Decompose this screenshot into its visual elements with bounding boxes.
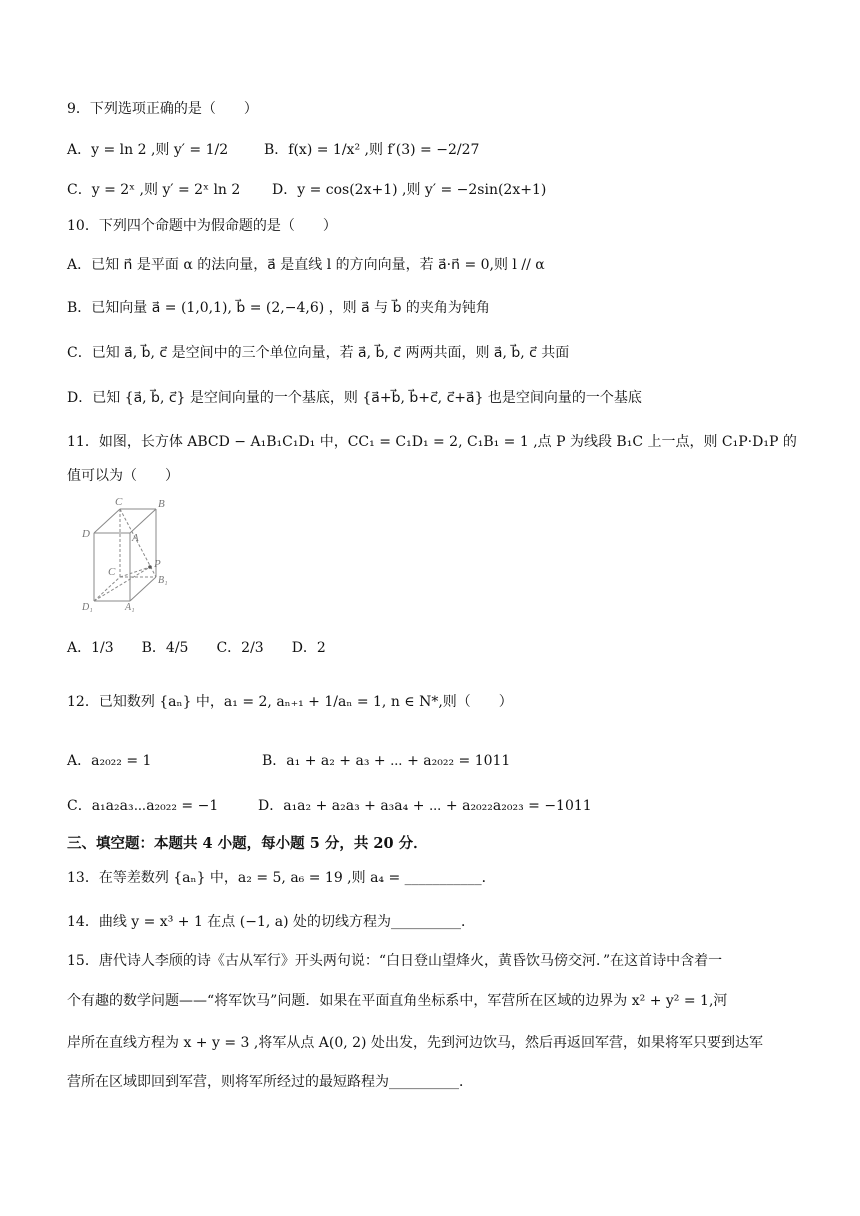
q12-option-d: D．a₁a₂ + a₂a₃ + a₃a₄ + ⋯ + a₂₀₂₂a₂₀₂₃ = −1011 [258, 798, 592, 814]
label-d: D [82, 528, 90, 540]
q10-option-a: A．已知 n⃗ 是平面 α 的法向量，a⃗ 是直线 l 的方向向量，若 a⃗·n⃗ = 0,则 l // α [67, 257, 545, 273]
q12-option-a: A．a₂₀₂₂ = 1 [67, 753, 152, 769]
q12-option-b: B．a₁ + a₂ + a₃ + ⋯ + a₂₀₂₂ = 1011 [262, 753, 511, 769]
point-p [148, 565, 152, 569]
q9-option-a: A．y = ln 2 ,则 y′ = 1/2 [67, 142, 229, 158]
q10-stem: 10．下列四个命题中为假命题的是（ ） [67, 218, 337, 234]
label-a: A [132, 532, 139, 544]
q10-option-d: D．已知 {a⃗, b⃗, c⃗} 是空间向量的一个基底，则 {a⃗+b⃗, b⃗+c⃗, c⃗+a⃗} 也是空间向量的一个基底 [67, 390, 642, 406]
q11-options: A．1/3 B．4/5 C．2/3 D．2 [67, 640, 326, 656]
edge-dc [94, 509, 120, 533]
label-a1: A₁ [125, 602, 135, 613]
edge-d1c1-hidden [94, 577, 120, 601]
q12-stem: 12．已知数列 {aₙ} 中，a₁ = 2, aₙ₊₁ + 1/aₙ = 1, n ∈ N*,则（ ） [67, 694, 513, 710]
q14: 14．曲线 y = x³ + 1 在点 (−1, a) 处的切线方程为__________． [67, 914, 476, 930]
q11-stem-line2: 值可以为（ ） [67, 468, 179, 484]
q9-option-c: C．y = 2ˣ ,则 y′ = 2ˣ ln 2 [67, 182, 241, 198]
label-d1: D₁ [82, 602, 93, 613]
label-c1: C [108, 566, 116, 578]
label-c: C [115, 496, 123, 508]
section-3-heading: 三、填空题：本题共 4 小题，每小题 5 分，共 20 分． [67, 835, 428, 852]
q10-option-c: C．已知 a⃗, b⃗, c⃗ 是空间中的三个单位向量，若 a⃗, b⃗, c⃗ 两两共面，则 a⃗, b⃗, c⃗ 共面 [67, 345, 570, 361]
q15-line4: 营所在区域即回到军营，则将军所经过的最短路程为__________． [67, 1074, 473, 1090]
q15-line1: 15．唐代诗人李颀的诗《古从军行》开头两句说：“白日登山望烽火，黄昏饮马傍交河．”在这首诗中含着一 [67, 953, 723, 969]
label-b1: B₁ [158, 575, 168, 586]
cuboid-figure [78, 495, 178, 615]
segment-d1p [94, 567, 150, 601]
label-p: P [154, 558, 161, 570]
q15-line2: 个有趣的数学问题——“将军饮马”问题．如果在平面直角坐标系中，军营所在区域的边界为 x² + y² = 1,河 [67, 993, 728, 1009]
q10-option-b: B．已知向量 a⃗ = (1,0,1), b⃗ = (2,−4,6) ，则 a⃗ 与 b⃗ 的夹角为钝角 [67, 300, 490, 316]
edge-a1b1 [130, 577, 156, 601]
q15-line3: 岸所在直线方程为 x + y = 3 ,将军从点 A(0, 2) 处出发，先到河边饮马，然后再返回军营，如果将军只要到达军 [67, 1035, 763, 1051]
q11-stem-line1: 11．如图，长方体 ABCD − A₁B₁C₁D₁ 中，CC₁ = C₁D₁ = 2, C₁B₁ = 1 ,点 P 为线段 B₁C 上一点，则 C₁P·D₁P 的 [67, 434, 797, 450]
label-b: B [158, 498, 165, 510]
segment-c1p [120, 567, 150, 577]
edge-ba [130, 509, 156, 533]
q12-option-c: C．a₁a₂a₃⋯a₂₀₂₂ = −1 [67, 798, 219, 814]
q9-option-b: B．f(x) = 1/x² ,则 f′(3) = −2/27 [264, 142, 480, 158]
q13: 13．在等差数列 {aₙ} 中，a₂ = 5, a₆ = 19 ,则 a₄ = ___________． [67, 870, 496, 886]
q9-stem: 9．下列选项正确的是（ ） [67, 101, 258, 117]
q9-option-d: D．y = cos(2x+1) ,则 y′ = −2sin(2x+1) [272, 182, 547, 198]
